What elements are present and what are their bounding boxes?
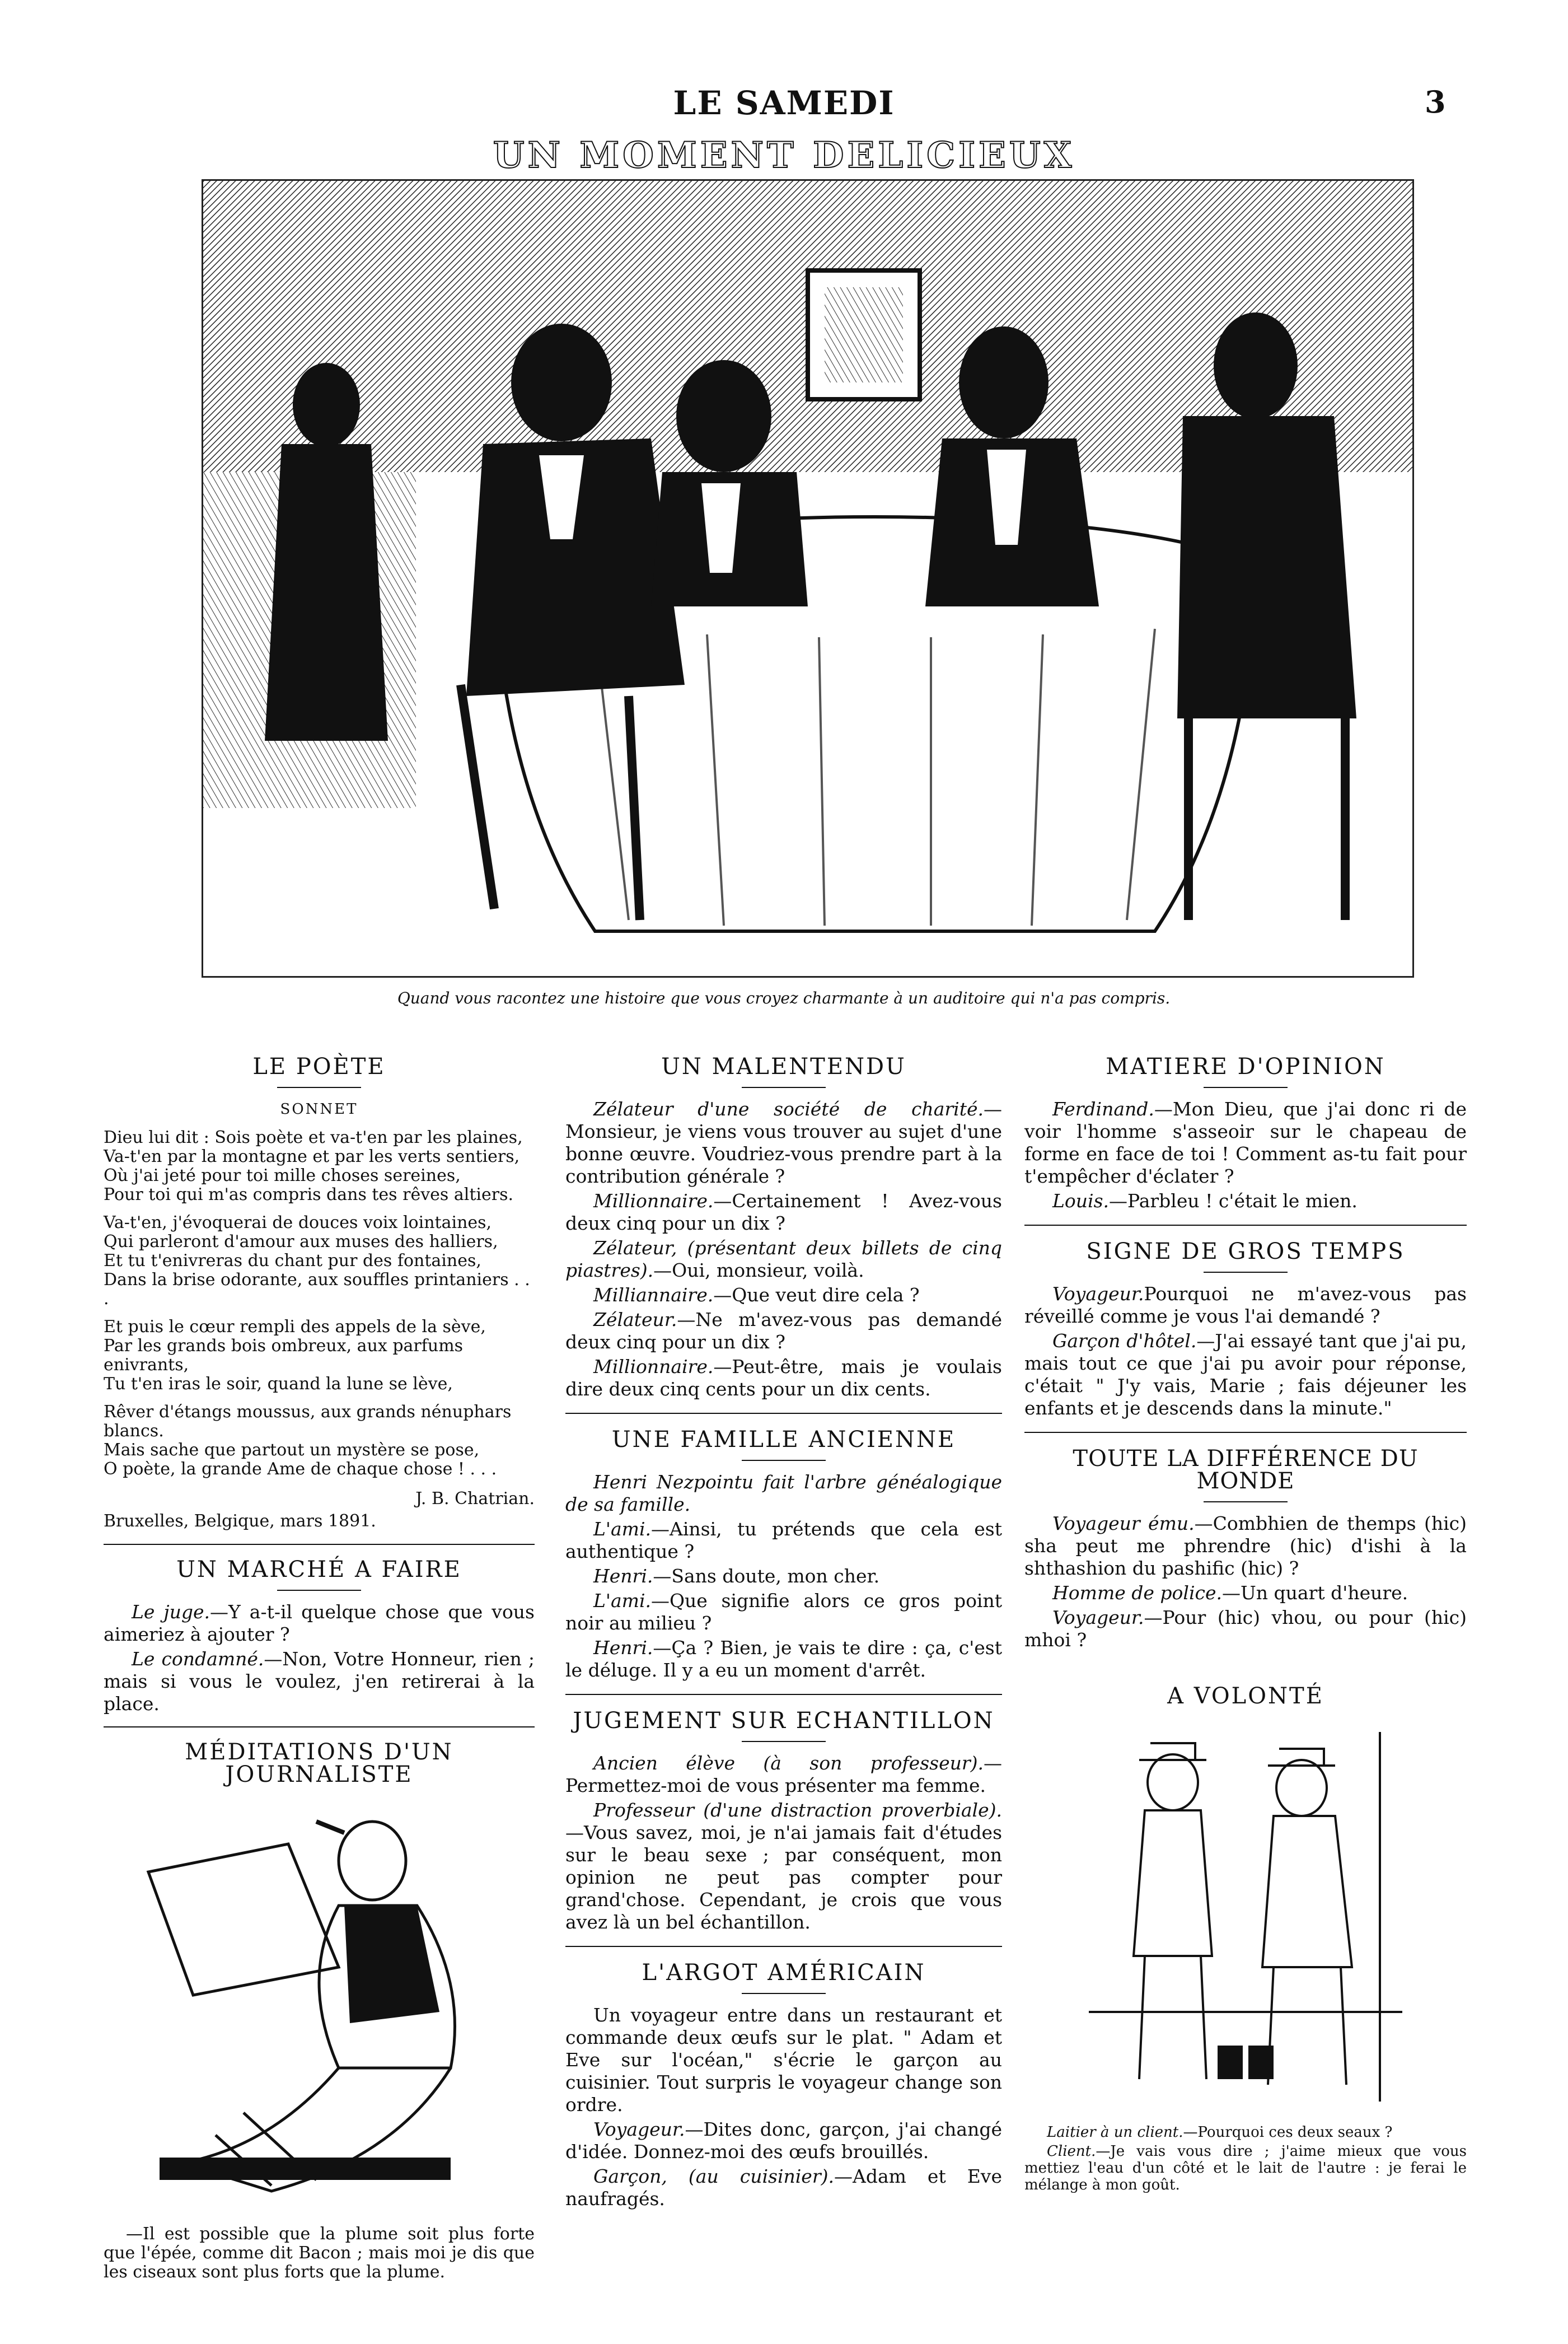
famille-paragraph: L'ami.—Ainsi, tu prétends que cela est authentique ? xyxy=(565,1518,1002,1562)
malentendu-paragraph: Millionnaire.—Peut-être, mais je voulais dire deux cinq cents pour un dix cents. xyxy=(565,1356,1002,1400)
toute-paragraph: Voyageur.—Pour (hic) vhou, ou pour (hic) mhoi ? xyxy=(1024,1607,1467,1651)
jugement-title: JUGEMENT SUR ECHANTILLON xyxy=(573,1708,995,1734)
verse-line: Et tu t'enivreras du chant pur des fontaines, xyxy=(104,1251,481,1271)
signe-paragraph: Voyageur.Pourquoi ne m'avez-vous pas réveillé comme je vous l'ai demandé ? xyxy=(1024,1283,1467,1327)
verse-line: Où j'ai jeté pour toi mille choses sereines, xyxy=(104,1166,461,1185)
page-number: 3 xyxy=(1425,84,1446,120)
verse-line: Pour toi qui m'as compris dans tes rêves altiers. xyxy=(104,1185,513,1204)
main-caption: Quand vous racontez une histoire que vous croyez charmante à un auditoire qui n'a pas compris. xyxy=(397,989,1171,1007)
newspaper-title: LE SAMEDI xyxy=(673,84,895,122)
sonnet-stanza-1 xyxy=(104,1128,535,1204)
verse-line: O poète, la grande Ame de chaque chose ! . . . xyxy=(104,1459,497,1479)
divider xyxy=(104,1726,535,1727)
sonnet-stanza-4 xyxy=(104,1403,535,1479)
jugement-paragraph: Ancien élève (à son professeur).—Permettez-moi de vous présenter ma femme. xyxy=(565,1752,1002,1796)
verse-line: Par les grands bois ombreux, aux parfums enivrants, xyxy=(104,1336,464,1375)
verse-line: Mais sache que partout un mystère se pose, xyxy=(104,1440,480,1460)
divider xyxy=(1024,1225,1467,1226)
malentendu-title: UN MALENTENDU xyxy=(661,1054,906,1080)
milkman-illustration xyxy=(1089,1721,1402,2113)
meditations-caption: —Il est possible que la plume soit plus forte que l'épée, comme dit Bacon ; mais moi je dis que les ciseaux sont plus forts que la plume. xyxy=(104,2224,535,2282)
famille-paragraph: Henri.—Ça ? Bien, je vais te dire : ça, c'est le déluge. Il y a eu un moment d'arrêt. xyxy=(565,1637,1002,1681)
journalist-illustration xyxy=(104,1799,529,2214)
argot-paragraph: Garçon, (au cuisinier).—Adam et Eve naufragés. xyxy=(565,2165,1002,2210)
famille-paragraph: L'ami.—Que signifie alors ce gros point noir au milieu ? xyxy=(565,1590,1002,1634)
meditations-title: MÉDITATIONS D'UN JOURNALISTE xyxy=(185,1739,453,1787)
dinner-party-engraving xyxy=(203,181,1412,976)
volonte-title: A VOLONTÉ xyxy=(1167,1683,1324,1709)
marche-title: UN MARCHÉ A FAIRE xyxy=(176,1557,462,1582)
malentendu-paragraph: Zélateur, (présentant deux billets de cinq piastres).—Oui, monsieur, voilà. xyxy=(565,1237,1002,1281)
volonte-caption: Client.—Je vais vous dire ; j'aime mieux que vous mettiez l'eau d'un côté et le lait de l'autre : je ferai le mélange à mon goût. xyxy=(1024,2143,1467,2193)
malentendu-paragraph: Millionnaire.—Certainement ! Avez-vous deux cinq pour un dix ? xyxy=(565,1190,1002,1234)
column-2 xyxy=(565,1056,1002,2212)
milkman-sketch xyxy=(1089,1721,1402,2113)
jugement-paragraph: Professeur (d'une distraction proverbiale).—Vous savez, moi, je n'ai jamais fait d'études sur le beau sexe ; par conséquent, mon opinion ne peut pas compter pour grand'chose. Cependant, je crois que vous avez là un bel échantillon. xyxy=(565,1799,1002,1933)
poete-title: LE POÈTE xyxy=(252,1054,386,1080)
verse-line: Va-t'en, j'évoquerai de douces voix lointaines, xyxy=(104,1213,492,1232)
signe-title: SIGNE DE GROS TEMPS xyxy=(1086,1239,1405,1264)
divider xyxy=(742,1993,826,1994)
verse-line: Rêver d'étangs moussus, aux grands nénuphars blancs. xyxy=(104,1402,512,1441)
divider xyxy=(742,1087,826,1088)
verse-line: Tu t'en iras le soir, quand la lune se lève, xyxy=(104,1374,453,1394)
malentendu-paragraph: Zélateur.—Ne m'avez-vous pas demandé deux cinq pour un dix ? xyxy=(565,1309,1002,1353)
column-1 xyxy=(104,1056,535,2282)
matiere-title: MATIERE D'OPINION xyxy=(1106,1054,1386,1080)
verse-line: Dieu lui dit : Sois poète et va-t'en par les plaines, xyxy=(104,1128,523,1147)
main-cartoon-title: UN MOMENT DELICIEUX xyxy=(493,134,1075,176)
divider xyxy=(742,1460,826,1461)
divider xyxy=(565,1413,1002,1414)
toute-paragraph: Homme de police.—Un quart d'heure. xyxy=(1052,1582,1408,1604)
column-3 xyxy=(1024,1056,1467,2196)
sonnet-subtitle: SONNET xyxy=(280,1101,358,1118)
verse-line: Dans la brise odorante, aux souffles printaniers . . . xyxy=(104,1270,530,1309)
divider xyxy=(277,1087,361,1088)
journalist-sketch xyxy=(104,1799,529,2214)
malentendu-paragraph: Zélateur d'une société de charité.—Monsieur, je viens vous trouver au sujet d'une bonne œuvre. Voudriez-vous prendre part à la contribution générale ? xyxy=(565,1098,1002,1187)
argot-paragraph: Un voyageur entre dans un restaurant et commande deux œufs sur le plat. " Adam et Eve sur l'océan," s'écrie le garçon au cuisinier. Tout surpris le voyageur change son ordre. xyxy=(565,2004,1002,2116)
toute-paragraph: Voyageur ému.—Combhien de themps (hic) sha peut me phrendre (hic) d'ishi à la shthashion du pashific (hic) ? xyxy=(1024,1512,1467,1579)
matiere-paragraph: Ferdinand.—Mon Dieu, que j'ai donc ri de voir l'homme s'asseoir sur le chapeau de forme en face de toi ! Comment as-tu fait pour t'empêcher d'éclater ? xyxy=(1024,1098,1467,1187)
divider xyxy=(742,1741,826,1742)
famille-paragraph: Henri.—Sans doute, mon cher. xyxy=(593,1565,880,1587)
famille-intro: Henri Nezpointu fait l'arbre généalogique de sa famille. xyxy=(565,1471,1002,1515)
poem-place-date: Bruxelles, Belgique, mars 1891. xyxy=(104,1511,376,1531)
marche-paragraph: Le juge.—Y a-t-il quelque chose que vous aimeriez à ajouter ? xyxy=(104,1601,535,1645)
divider xyxy=(1204,1501,1288,1502)
verse-line: Qui parleront d'amour aux muses des halliers, xyxy=(104,1232,498,1252)
malentendu-paragraph: Milliannaire.—Que veut dire cela ? xyxy=(593,1284,920,1306)
divider xyxy=(565,1694,1002,1695)
verse-line: Et puis le cœur rempli des appels de la sève, xyxy=(104,1317,486,1337)
volonte-caption: Laitier à un client.—Pourquoi ces deux seaux ? xyxy=(1047,2124,1393,2141)
sonnet-stanza-3 xyxy=(104,1318,535,1394)
divider xyxy=(1204,1087,1288,1088)
divider xyxy=(104,1544,535,1545)
divider xyxy=(1024,1432,1467,1433)
argot-paragraph: Voyageur.—Dites donc, garçon, j'ai changé d'idée. Donnez-moi des œufs brouillés. xyxy=(565,2118,1002,2163)
signe-paragraph: Garçon d'hôtel.—J'ai essayé tant que j'ai pu, mais tout ce que j'ai pu avoir pour réponse, c'était " J'y vais, Marie ; fais déjeuner les enfants et je descends dans la minute." xyxy=(1024,1330,1467,1419)
famille-title: UNE FAMILLE ANCIENNE xyxy=(611,1427,956,1453)
sonnet-stanza-2 xyxy=(104,1213,535,1309)
poem-signature: J. B. Chatrian. xyxy=(415,1489,535,1509)
main-illustration xyxy=(202,179,1414,978)
argot-title: L'ARGOT AMÉRICAIN xyxy=(642,1960,926,1986)
marche-paragraph: Le condamné.—Non, Votre Honneur, rien ; mais si vous le voulez, j'en retirerai à la place. xyxy=(104,1648,535,1715)
divider xyxy=(1204,1272,1288,1273)
divider xyxy=(565,1946,1002,1947)
toute-title: TOUTE LA DIFFÉRENCE DU MONDE xyxy=(1073,1446,1419,1494)
matiere-paragraph: Louis.—Parbleu ! c'était le mien. xyxy=(1052,1190,1358,1212)
divider xyxy=(277,1590,361,1591)
verse-line: Va-t'en par la montagne et par les verts sentiers, xyxy=(104,1147,520,1166)
